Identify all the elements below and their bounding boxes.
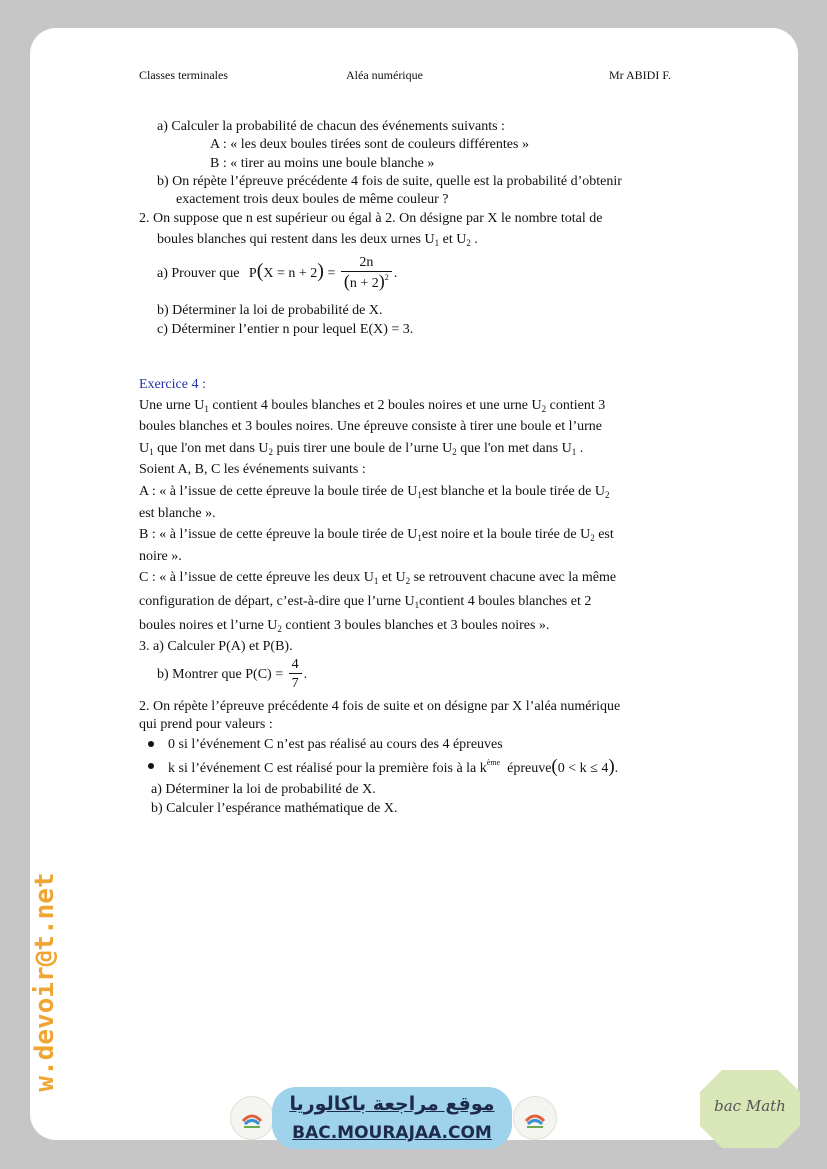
event-a: A : « les deux boules tirées sont de couleurs différentes » [210,137,529,152]
bullet-icon [148,763,154,769]
question-2b: b) Déterminer la loi de probabilité de X. [157,303,383,318]
ex4-line6: est blanche ». [139,506,216,521]
question-1b-line1: b) On répète l’épreuve précédente 4 fois de suite, quelle est la probabilité d’obtenir [157,174,622,189]
bullet-icon [148,741,154,747]
header-title: Aléa numérique [346,68,423,82]
question-2a: a) Prouver que P(X = n + 2) = $\frac{2n}{(n + 2)^2}$ . [157,255,398,292]
ex4-question-2-line1: 2. On répète l’épreuve précédente 4 fois de suite et on désigne par X l’aléa numérique [139,699,621,714]
site-banner[interactable] [272,1087,512,1149]
question-1a: a) Calculer la probabilité de chacun des événements suivants : [157,119,505,134]
banner-site-link[interactable]: BAC.MOURAJAA.COM [292,1123,492,1143]
ex4-question-2-line2: qui prend pour valeurs : [139,717,273,732]
ex4-question-a: a) Déterminer la loi de probabilité de X. [151,782,376,797]
devoir-watermark [28,862,62,1102]
ex4-line1: Une urne $U_1$ contient 4 boules blanches et 2 boules noires et une urne $U_2$ contient 3 [139,398,606,414]
event-b: B : « tirer au moins une boule blanche » [210,156,435,171]
ex4-line11: boules noires et l’urne $U_2$ contient 3 boules blanches et 3 boules noires ». [139,618,550,634]
bac-math-badge [698,1068,802,1150]
ex4-line9: C : « à l’issue de cette épreuve les deux $U_1$ et $U_2$ se retrouvent chacune avec la même [139,570,617,586]
site-logo-icon [230,1096,274,1140]
header-author: Mr ABIDI F. [609,68,672,82]
question-1b-line2: exactement trois deux boules de même couleur ? [176,192,449,207]
fraction-2n: $\frac{2n}{(n + 2)^2}$ [341,254,392,293]
site-logo-icon [513,1096,557,1140]
bullet-value-0: 0 si l’événement C n’est pas réalisé au cours des 4 épreuves [168,737,503,752]
ex4-line7: B : « à l’issue de cette épreuve la boule tirée de $U_1est$ noire et la boule tirée de $U_2$ est [139,527,614,543]
ex4-question-3a: 3. a) Calculer P(A) et P(B). [139,639,293,654]
ex4-question-b: b) Calculer l’espérance mathématique de X. [151,801,398,816]
ex4-line2: boules blanches et 3 boules noires. Une épreuve consiste à tirer une boule et l’urne [139,419,603,434]
banner-arabic-title[interactable]: موقع مراجعة باكالوريا [289,1093,495,1115]
ex4-line5: A : « à l’issue de cette épreuve la boule tirée de $U_1est$ blanche et la boule tirée de $U_2$ [139,484,610,500]
question-2c: c) Déterminer l’entier n pour lequel E(X) = 3. [157,322,414,337]
header-class: Classes terminales [139,68,228,82]
fraction-4-7: $\frac{4}{7}$ [289,656,302,693]
ex4-line4: Soient A, B, C les événements suivants : [139,462,366,477]
bullet-value-k: k si l’événement C est réalisé pour la première fois à la $k^{ème}$ épreuve(0 < k ≤ 4). [168,756,619,777]
ex4-line10: configuration de départ, c’est-à-dire que l’urne $U_1contient$ 4 boules blanches et 2 [139,594,592,610]
question-2-line2: boules blanches qui restent dans les deux urnes $U_1$ et $U_2$ . [157,232,478,248]
ex4-line8: noire ». [139,549,182,564]
ex4-line3: $U_1$ que l'on met dans $U_2$ puis tirer une boule de l’urne $U_2$ que l'on met dans $U_1$ . [139,441,584,457]
badge-text: bac Math [714,1097,786,1115]
question-2-line1: 2. On suppose que n est supérieur ou égal à 2. On désigne par X le nombre total de [139,211,603,226]
ex4-question-3b: b) Montrer que P(C) = $\frac{4}{7}$ . [157,657,308,692]
exercise-4-title: Exercice 4 : [139,377,206,392]
watermark-text: w.devoir@t.net [30,872,60,1092]
